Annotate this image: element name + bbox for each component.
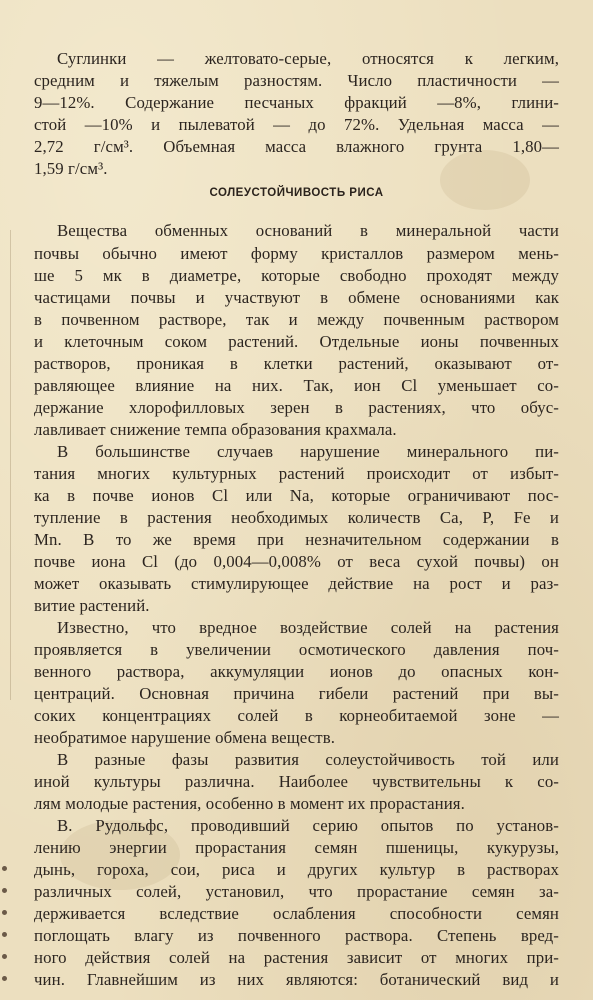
margin-mark bbox=[2, 976, 7, 981]
text-line: лям молодые растения, особенно в момент их прорастания. bbox=[34, 794, 465, 813]
text-line: центраций. Основная причина гибели растений при вы- bbox=[34, 684, 559, 703]
text-line: Вещества обменных оснований в минеральной части bbox=[57, 221, 559, 240]
section-heading: СОЛЕУСТОЙЧИВОСТЬ РИСА bbox=[209, 187, 384, 199]
text-line: иной культуры различна. Наиболее чувствительны к со- bbox=[34, 772, 559, 791]
text-line: соких концентрациях солей в корнеобитаемой зоне — bbox=[34, 706, 559, 725]
text-line: Суглинки — желтовато-серые, относятся к легким, bbox=[57, 49, 559, 68]
text-line: частицами почвы и участвуют в обмене основаниями как bbox=[34, 288, 559, 307]
text-line: витие растений. bbox=[34, 596, 150, 615]
text-line: проявляется в увеличении осмотического давления поч- bbox=[34, 640, 559, 659]
text-line: различных солей, установил, что прорастание семян за- bbox=[34, 882, 559, 901]
text-line: стой —10% и пылеватой — до 72%. Удельная масса — bbox=[34, 115, 559, 134]
text-line: дынь, гороха, сои, риса и других культур в растворах bbox=[34, 860, 559, 879]
text-line: тания многих культурных растений происходит от избыт- bbox=[34, 464, 559, 483]
margin-mark bbox=[2, 910, 7, 915]
margin-mark bbox=[2, 866, 7, 871]
text-line: растворов, проникая в клетки растений, оказывают от- bbox=[34, 354, 559, 373]
text-line: 2,72 г/см³. Объемная масса влажного грунта 1,80— bbox=[34, 137, 559, 156]
text-line: В большинстве случаев нарушение минерального пи- bbox=[57, 442, 559, 461]
text-line: Известно, что вредное воздействие солей на растения bbox=[57, 618, 559, 637]
text-line: почвы обычно имеют форму кристаллов размером мень- bbox=[34, 244, 559, 263]
text-line: В. Рудольфс, проводивший серию опытов по установ- bbox=[57, 816, 559, 835]
text-line: 1,59 г/см³. bbox=[34, 159, 108, 178]
text-line: равляющее влияние на них. Так, ион Cl уменьшает со- bbox=[34, 376, 559, 395]
text-line: ше 5 мк в диаметре, которые свободно проходят между bbox=[34, 266, 559, 285]
margin-mark bbox=[2, 888, 7, 893]
text-line: венного раствора, аккумуляции ионов до опасных кон- bbox=[34, 662, 559, 681]
margin-mark bbox=[2, 954, 7, 959]
text-line: ка в почве ионов Cl или Na, которые ограничивают пос- bbox=[34, 486, 559, 505]
text-line: 9—12%. Содержание песчаных фракций —8%, глини- bbox=[34, 93, 559, 112]
text-line: держивается вследствие ослабления способности семян bbox=[34, 904, 559, 923]
text-line: В разные фазы развития солеустойчивость той или bbox=[57, 750, 559, 769]
text-line: ного действия солей на растения зависит от многих при- bbox=[34, 948, 559, 967]
text-line: и клеточным соком растений. Отдельные ионы почвенных bbox=[34, 332, 559, 351]
text-line: средним и тяжелым разностям. Число пластичности — bbox=[34, 71, 559, 90]
text-line: лавливает снижение темпа образования крахмала. bbox=[34, 420, 397, 439]
text-line: чин. Главнейшим из них являются: ботанический вид и bbox=[34, 970, 559, 989]
text-line: поглощать влагу из почвенного раствора. Степень вред- bbox=[34, 926, 559, 945]
text-line: в почвенном растворе, так и между почвенным раствором bbox=[34, 310, 559, 329]
text-line: необратимое нарушение обмена веществ. bbox=[34, 728, 336, 747]
text-line: почве иона Cl (до 0,004—0,008% от веса сухой почвы) он bbox=[34, 552, 559, 571]
text-line: тупление в растения необходимых количеств Ca, P, Fe и bbox=[34, 508, 559, 527]
text-line: держание хлорофилловых зерен в растениях, что обус- bbox=[34, 398, 559, 417]
text-line: может оказывать стимулирующее действие на рост и раз- bbox=[34, 574, 559, 593]
text-line: Mn. В то же время при незначительном содержании в bbox=[34, 530, 559, 549]
page-fold-shadow bbox=[10, 230, 11, 700]
margin-mark bbox=[2, 932, 7, 937]
text-line: лению энергии прорастания семян пшеницы, кукурузы, bbox=[34, 838, 559, 857]
